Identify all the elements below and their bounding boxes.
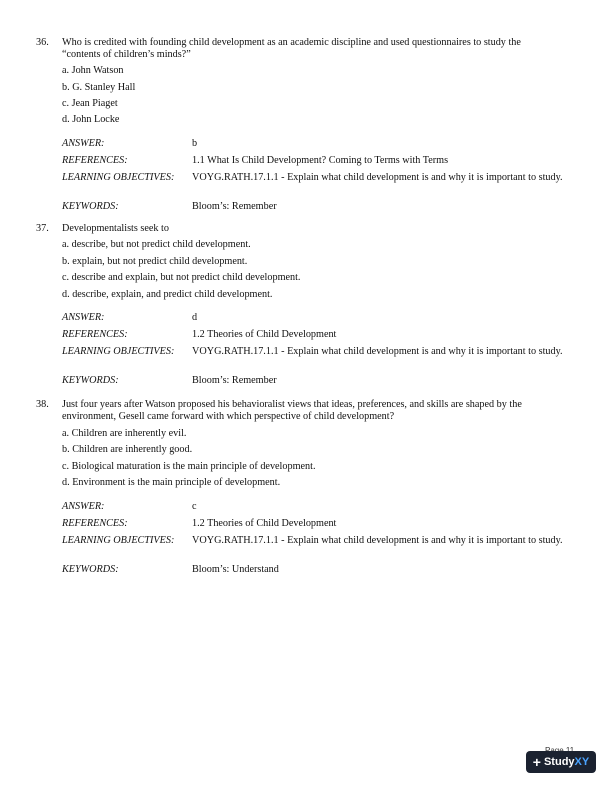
stem-text: Who is credited with founding child development as an academic discipline and used questionnaires to study the (62, 37, 521, 48)
question-number: 36. (36, 37, 49, 48)
question-number: 37. (36, 223, 49, 234)
references-value: 1.2 Theories of Child Development (192, 329, 337, 340)
option-d: d. describe, explain, and predict child development. (62, 289, 273, 300)
option-d: d. Environment is the main principle of development. (62, 477, 281, 488)
keywords-value: Bloom’s: Remember (192, 375, 277, 386)
option-b: b. explain, but not predict child development. (62, 256, 248, 267)
stem-text: Just four years after Watson proposed his behavioralist views that ideas, preferences, and skills are shaped by the (62, 399, 522, 410)
objectives-label: LEARNING OBJECTIVES: (62, 172, 175, 183)
objectives-label: LEARNING OBJECTIVES: (62, 535, 175, 546)
question-stem (36, 223, 572, 235)
brand-prefix: Study (543, 756, 575, 768)
option-a: a. describe, but not predict child development. (62, 239, 251, 250)
objectives-value: VOYG.RATH.17.1.1 - Explain what child development is and why it is important to study. (192, 346, 563, 357)
references-label: REFERENCES: (62, 155, 128, 166)
question-stem (36, 37, 572, 62)
option-b: b. G. Stanley Hall (62, 82, 136, 93)
references-label: REFERENCES: (62, 518, 128, 529)
references-value: 1.1 What Is Child Development? Coming to Terms with Terms (192, 155, 449, 166)
answer-value: b (192, 138, 198, 149)
option-c: c. Jean Piaget (62, 98, 118, 109)
option-a: a. Children are inherently evil. (62, 428, 187, 439)
option-d: d. John Locke (62, 114, 120, 125)
brand-suffix: XY (574, 756, 590, 768)
answer-label: ANSWER: (62, 501, 105, 512)
keywords-label: KEYWORDS: (62, 375, 119, 386)
references-value: 1.2 Theories of Child Development (192, 518, 337, 529)
keywords-value: Bloom’s: Understand (192, 564, 279, 575)
option-a: a. John Watson (62, 65, 124, 76)
keywords-value: Bloom’s: Remember (192, 201, 277, 212)
stem-text-continued: environment, Gesell came forward with which perspective of child development? (62, 411, 395, 423)
objectives-label: LEARNING OBJECTIVES: (62, 346, 175, 357)
question-stem (36, 399, 572, 424)
objectives-value: VOYG.RATH.17.1.1 - Explain what child development is and why it is important to study. (192, 172, 563, 183)
keywords-label: KEYWORDS: (62, 201, 119, 212)
objectives-value: VOYG.RATH.17.1.1 - Explain what child development is and why it is important to study. (192, 535, 563, 546)
option-c: c. describe and explain, but not predict child development. (62, 272, 301, 283)
option-b: b. Children are inherently good. (62, 444, 193, 455)
answer-label: ANSWER: (62, 138, 105, 149)
keywords-label: KEYWORDS: (62, 564, 119, 575)
answer-value: d (192, 312, 198, 323)
references-label: REFERENCES: (62, 329, 128, 340)
answer-value: c (192, 501, 197, 512)
studyxy-badge[interactable] (526, 751, 596, 773)
plus-icon: + (532, 754, 541, 770)
stem-text: Developmentalists seek to (62, 223, 169, 234)
option-c: c. Biological maturation is the main principle of development. (62, 461, 316, 472)
question-number: 38. (36, 399, 49, 410)
answer-label: ANSWER: (62, 312, 105, 323)
stem-text-continued: “contents of children’s minds?” (62, 49, 191, 61)
